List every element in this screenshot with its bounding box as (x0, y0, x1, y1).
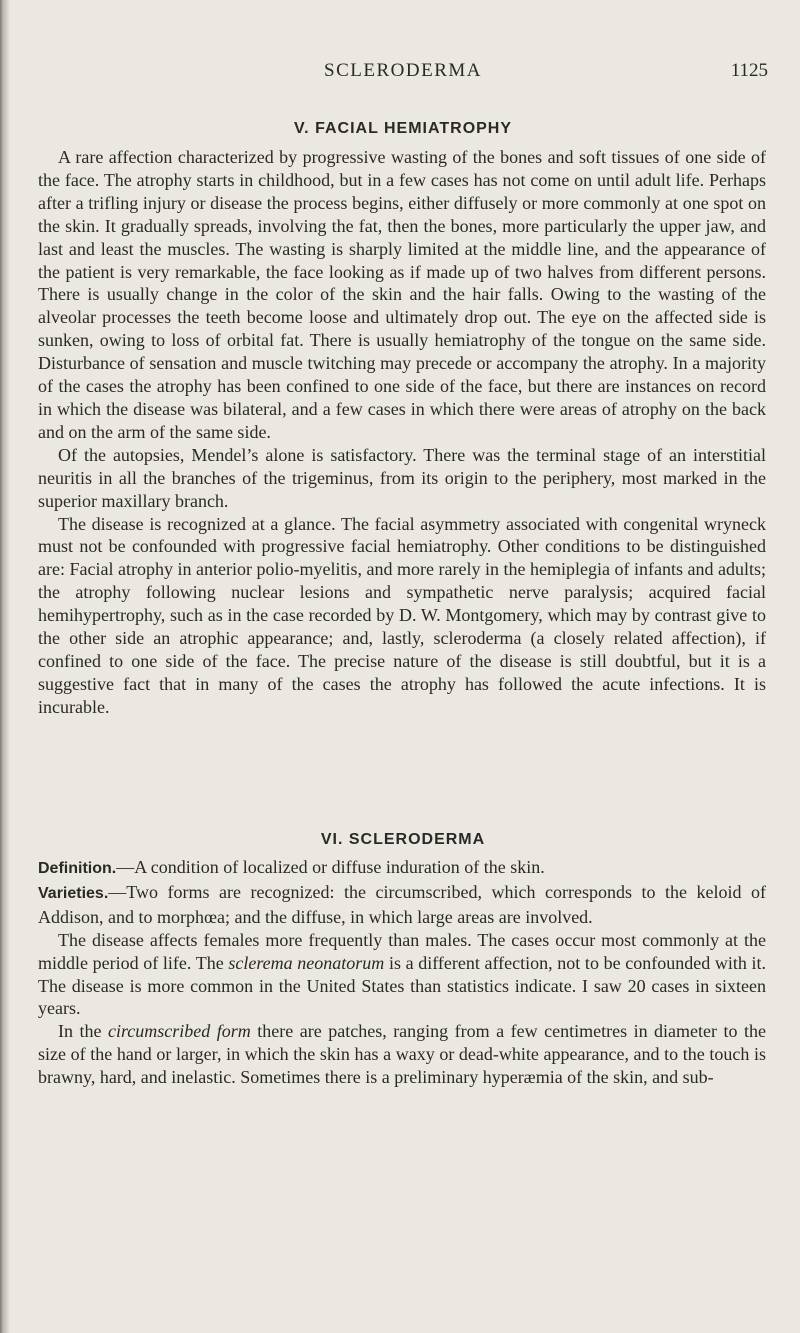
scleroderma-body (38, 856, 766, 1089)
paragraph: The disease is recognized at a glance. The facial asymmetry associated with congenital wryneck must not be confounded with progressive facial hemiatrophy. Other conditions to be distinguished are: Facial atrophy in anterior polio-myelitis, and more rarely in the hemiplegia of infants and adults; the atrophy following nuclear lesions and sympathetic nerve paralysis; acquired facial hemihypertrophy, such as in the case recorded by D. W. Montgomery, which may by contrast give to the other side an atrophic appearance; and, lastly, scleroderma (a closely related affection), if confined to one side of the face. The precise nature of the disease is still doubtful, but it is a suggestive fact that in many of the cases the atrophy has followed the acute infections. It is incurable. (38, 513, 766, 717)
section-heading-facial-hemiatrophy: V. FACIAL HEMIATROPHY (293, 120, 513, 137)
paragraph-text: The disease affects females more frequently than males. The cases occur most commonly at the middle period of life. The (38, 929, 766, 973)
definition-label: Definition. (38, 860, 117, 877)
varieties-label: Varieties. (38, 884, 109, 902)
definition-text: —A condition of localized or diffuse induration of the skin. (116, 857, 545, 877)
section-heading-scleroderma: VI. SCLERODERMA (320, 831, 486, 848)
italic-term: circumscribed form (107, 1021, 251, 1042)
varieties-paragraph (38, 881, 766, 929)
paragraph-text: there are patches, ranging from a few centimetres in diameter to the size of the hand or larger, in which the skin has a waxy or dead-white appearance, and to the touch is brawny, hard, and inelastic. Sometimes there is a preliminary hyperæmia of the skin, and sub- (38, 1021, 767, 1088)
italic-term: sclerema neonatorum (228, 952, 385, 973)
paragraph (38, 929, 766, 1021)
running-head (38, 60, 768, 84)
definition-paragraph (38, 856, 766, 881)
paragraph: A rare affection characterized by progressive wasting of the bones and soft tissues of one side of the face. The atrophy starts in childhood, but in a few cases has not come on until adult life. Perhaps after a trifling injury or disease the process begins, either diffusely or more commonly at one spot on the skin. It gradually spreads, involving the fat, then the bones, more particularly the upper jaw, and last and least the muscles. The wasting is sharply limited at the middle line, and the appearance of the patient is very remarkable, the face looking as if made up of two halves from different persons. There is usually change in the color of the skin and the hair falls. Owing to the wasting of the alveolar processes the teeth become loose and ultimately drop out. The eye on the affected side is sunken, owing to loss of orbital fat. There is usually hemiatrophy of the tongue on the same side. Disturbance of sensation and muscle twitching may precede or accompany the atrophy. In a majority of the cases the atrophy has been confined to one side of the face, but there are instances on record in which the disease was bilateral, and a few cases in which there were areas of atrophy on the back and on the arm of the same side. (38, 147, 766, 442)
running-title: SCLERODERMA (324, 60, 482, 81)
paragraph: Of the autopsies, Mendel’s alone is satisfactory. There was the terminal stage of an interstitial neuritis in all the branches of the trigeminus, from its origin to the periphery, most marked in the superior maxillary branch. (38, 444, 766, 511)
paragraph-text: In the (58, 1021, 108, 1042)
page-number: 1125 (730, 60, 768, 81)
book-page (38, 0, 768, 1333)
paragraph-text: is a different affection, not to be confounded with it. The disease is more common in the United States than statistics indicate. I saw 20 cases in sixteen years. (38, 952, 766, 1019)
page-edge-shadow (0, 0, 10, 1333)
paragraph (38, 1020, 766, 1089)
facial-hemiatrophy-body (38, 146, 766, 719)
varieties-text: —Two forms are recognized: the circumscribed, which corresponds to the keloid of Addison, and to morphœa; and the diffuse, in which large areas are involved. (38, 881, 766, 927)
